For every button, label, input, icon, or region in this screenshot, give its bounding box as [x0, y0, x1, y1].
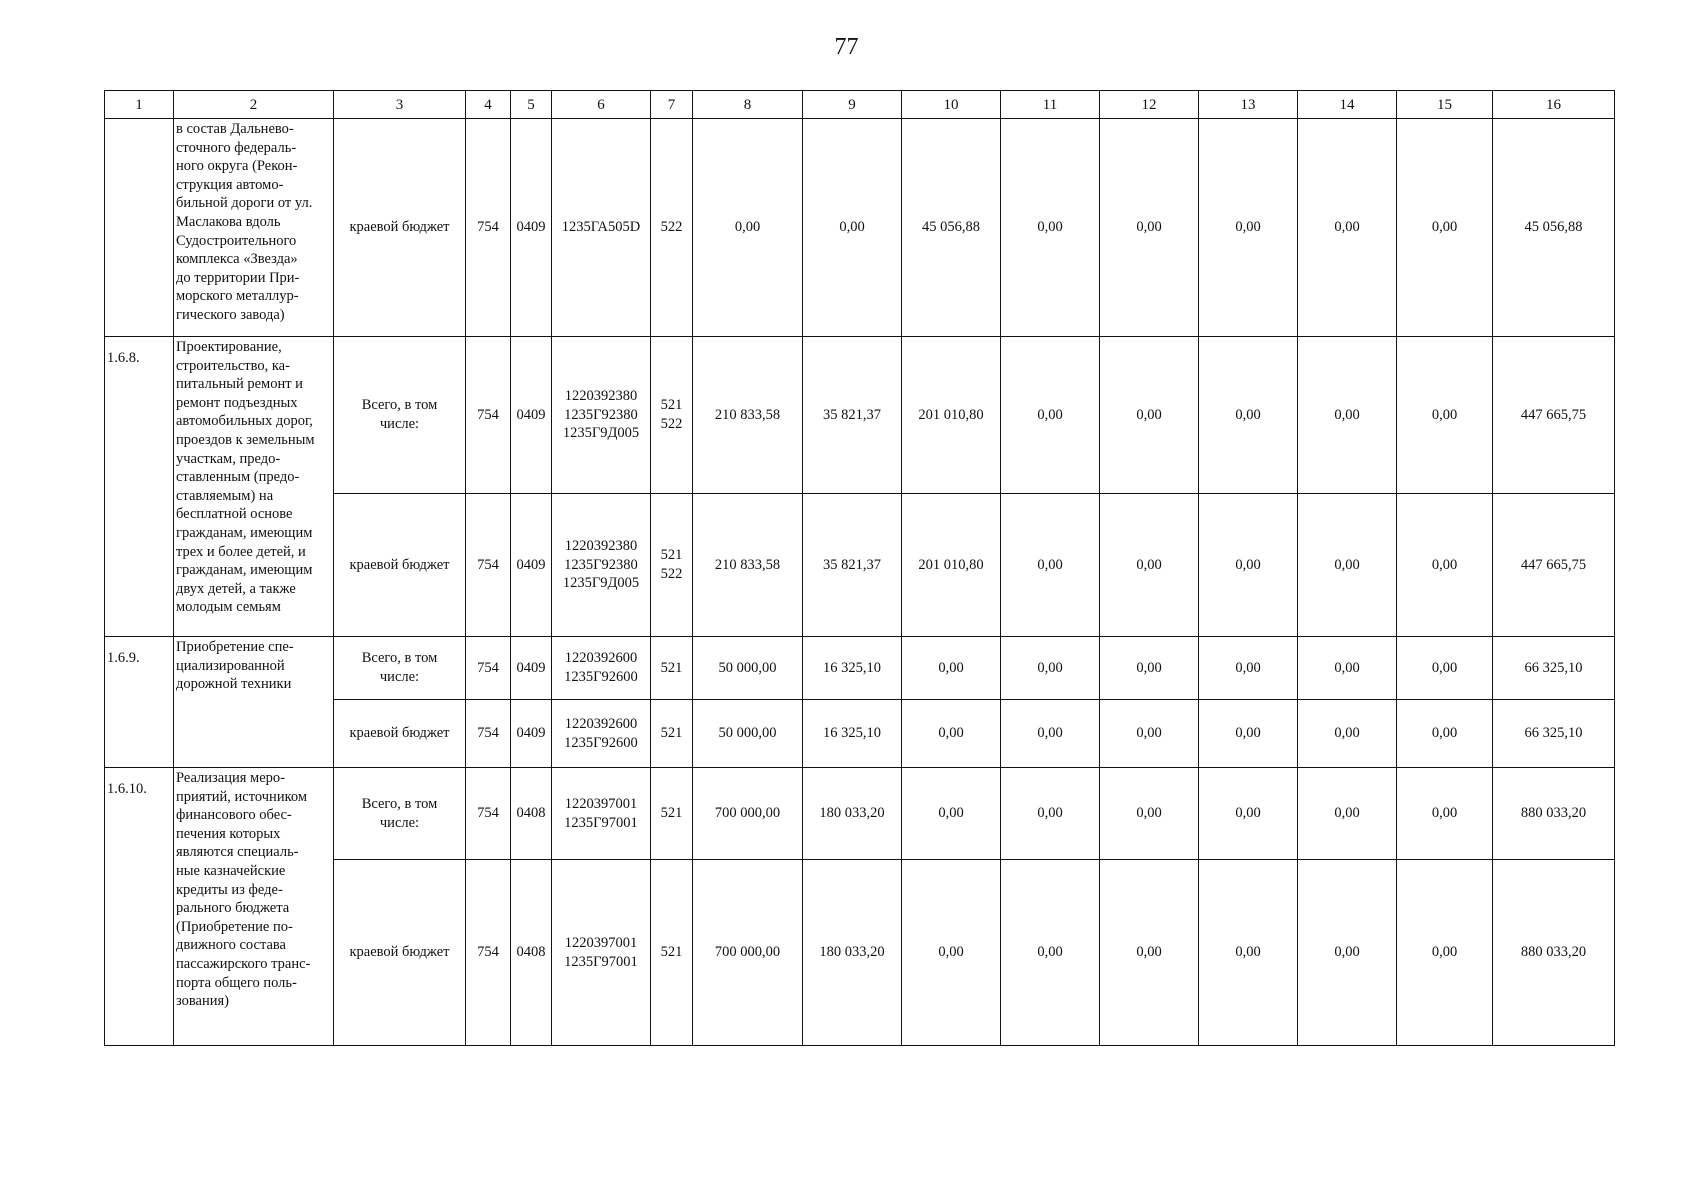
grbs-cell: 754	[466, 637, 511, 700]
value-cell: 0,00	[1100, 494, 1199, 637]
value-cell: 35 821,37	[803, 494, 902, 637]
budget-table	[104, 90, 1615, 1046]
value-cell: 201 010,80	[902, 337, 1001, 494]
header-cell: 16	[1493, 91, 1615, 119]
grbs-cell: 754	[466, 860, 511, 1046]
header-cell: 9	[803, 91, 902, 119]
section-cell: 0409	[511, 700, 552, 768]
value-cell: 0,00	[1298, 860, 1397, 1046]
value-cell: 210 833,58	[693, 494, 803, 637]
value-cell: 700 000,00	[693, 860, 803, 1046]
item-number-cell: 1.6.10.	[105, 768, 174, 1046]
value-cell: 0,00	[1199, 119, 1298, 337]
source-cell: краевой бюджет	[334, 494, 466, 637]
value-cell: 0,00	[902, 700, 1001, 768]
table-row	[105, 768, 1615, 860]
value-cell: 35 821,37	[803, 337, 902, 494]
target-article-cell: 1220397001 1235Г97001	[552, 860, 651, 1046]
value-cell: 0,00	[1001, 119, 1100, 337]
value-cell: 0,00	[902, 768, 1001, 860]
value-cell: 0,00	[1199, 860, 1298, 1046]
total-cell: 447 665,75	[1493, 494, 1615, 637]
value-cell: 0,00	[1001, 860, 1100, 1046]
value-cell: 0,00	[1001, 494, 1100, 637]
header-cell: 5	[511, 91, 552, 119]
expense-type-cell: 521	[651, 637, 693, 700]
header-cell: 4	[466, 91, 511, 119]
value-cell: 0,00	[1397, 337, 1493, 494]
value-cell: 0,00	[1001, 337, 1100, 494]
value-cell: 0,00	[1397, 860, 1493, 1046]
expense-type-cell: 521 522	[651, 337, 693, 494]
value-cell: 0,00	[803, 119, 902, 337]
header-cell: 12	[1100, 91, 1199, 119]
value-cell: 16 325,10	[803, 700, 902, 768]
value-cell: 180 033,20	[803, 768, 902, 860]
header-cell: 6	[552, 91, 651, 119]
item-number-cell	[105, 119, 174, 337]
item-name-cell: Приобретение спе- циализированной дорожной техники	[174, 637, 334, 768]
header-cell: 13	[1199, 91, 1298, 119]
value-cell: 0,00	[1298, 768, 1397, 860]
value-cell: 0,00	[1397, 700, 1493, 768]
value-cell: 0,00	[1298, 337, 1397, 494]
value-cell: 0,00	[902, 637, 1001, 700]
value-cell: 0,00	[1001, 700, 1100, 768]
grbs-cell: 754	[466, 337, 511, 494]
grbs-cell: 754	[466, 700, 511, 768]
value-cell: 0,00	[1100, 637, 1199, 700]
item-number-cell: 1.6.9.	[105, 637, 174, 768]
item-name-cell: в состав Дальнево- сточного федераль- ного округа (Рекон- струкция автомо- бильной дороги от ул. Маслакова вдоль Судостроительного комплекса «Звезда» до территории При- морского металлур- гического завода)	[174, 119, 334, 337]
value-cell: 45 056,88	[902, 119, 1001, 337]
value-cell: 0,00	[1100, 700, 1199, 768]
source-cell: краевой бюджет	[334, 860, 466, 1046]
section-cell: 0408	[511, 768, 552, 860]
table-row	[105, 337, 1615, 494]
value-cell: 0,00	[1298, 637, 1397, 700]
source-cell: краевой бюджет	[334, 700, 466, 768]
header-cell: 11	[1001, 91, 1100, 119]
grbs-cell: 754	[466, 768, 511, 860]
header-cell: 1	[105, 91, 174, 119]
value-cell: 700 000,00	[693, 768, 803, 860]
section-cell: 0409	[511, 119, 552, 337]
value-cell: 0,00	[902, 860, 1001, 1046]
header-cell: 7	[651, 91, 693, 119]
value-cell: 0,00	[1397, 119, 1493, 337]
expense-type-cell: 521 522	[651, 494, 693, 637]
header-cell: 2	[174, 91, 334, 119]
value-cell: 0,00	[1298, 700, 1397, 768]
value-cell: 0,00	[1199, 494, 1298, 637]
source-cell: Всего, в том числе:	[334, 637, 466, 700]
value-cell: 210 833,58	[693, 337, 803, 494]
total-cell: 66 325,10	[1493, 700, 1615, 768]
value-cell: 16 325,10	[803, 637, 902, 700]
value-cell: 0,00	[1298, 494, 1397, 637]
header-cell: 10	[902, 91, 1001, 119]
value-cell: 50 000,00	[693, 637, 803, 700]
header-cell: 14	[1298, 91, 1397, 119]
header-cell: 8	[693, 91, 803, 119]
value-cell: 0,00	[1199, 700, 1298, 768]
value-cell: 0,00	[1001, 768, 1100, 860]
value-cell: 0,00	[1199, 637, 1298, 700]
page-number: 77	[834, 34, 859, 60]
item-name-cell: Проектирование, строительство, ка- питальный ремонт и ремонт подъездных автомобильных дорог, проездов к земельным участкам, предо- ставленным (предо- ставляемым) на бесплатной основе гражданам, имеющим трех и более детей, и гражданам, имеющим двух детей, а также молодым семьям	[174, 337, 334, 637]
table-row	[105, 637, 1615, 700]
value-cell: 0,00	[1397, 494, 1493, 637]
target-article-cell: 1220397001 1235Г97001	[552, 768, 651, 860]
expense-type-cell: 521	[651, 768, 693, 860]
grbs-cell: 754	[466, 494, 511, 637]
header-cell: 15	[1397, 91, 1493, 119]
section-cell: 0409	[511, 637, 552, 700]
target-article-cell: 1220392380 1235Г92380 1235Г9Д005	[552, 494, 651, 637]
value-cell: 50 000,00	[693, 700, 803, 768]
value-cell: 0,00	[1001, 637, 1100, 700]
grbs-cell: 754	[466, 119, 511, 337]
section-cell: 0409	[511, 494, 552, 637]
expense-type-cell: 521	[651, 860, 693, 1046]
target-article-cell: 1220392600 1235Г92600	[552, 637, 651, 700]
source-cell: краевой бюджет	[334, 119, 466, 337]
value-cell: 0,00	[1397, 768, 1493, 860]
header-cell: 3	[334, 91, 466, 119]
expense-type-cell: 521	[651, 700, 693, 768]
value-cell: 0,00	[1298, 119, 1397, 337]
target-article-cell: 1235ГА505D	[552, 119, 651, 337]
value-cell: 0,00	[1397, 637, 1493, 700]
total-cell: 447 665,75	[1493, 337, 1615, 494]
value-cell: 0,00	[1100, 860, 1199, 1046]
value-cell: 0,00	[1199, 337, 1298, 494]
header-row	[105, 91, 1615, 119]
value-cell: 0,00	[1100, 337, 1199, 494]
source-cell: Всего, в том числе:	[334, 337, 466, 494]
table-row	[105, 119, 1615, 337]
target-article-cell: 1220392380 1235Г92380 1235Г9Д005	[552, 337, 651, 494]
value-cell: 180 033,20	[803, 860, 902, 1046]
value-cell: 201 010,80	[902, 494, 1001, 637]
value-cell: 0,00	[1199, 768, 1298, 860]
total-cell: 880 033,20	[1493, 768, 1615, 860]
section-cell: 0409	[511, 337, 552, 494]
item-number-cell: 1.6.8.	[105, 337, 174, 637]
value-cell: 0,00	[1100, 119, 1199, 337]
value-cell: 0,00	[1100, 768, 1199, 860]
section-cell: 0408	[511, 860, 552, 1046]
item-name-cell: Реализация меро- приятий, источником финансового обес- печения которых являются специаль- ные казначейские кредиты из феде- рального бюджета (Приобретение по- движного состава пассажирского транс- порта общего поль- зования)	[174, 768, 334, 1046]
total-cell: 45 056,88	[1493, 119, 1615, 337]
total-cell: 880 033,20	[1493, 860, 1615, 1046]
target-article-cell: 1220392600 1235Г92600	[552, 700, 651, 768]
expense-type-cell: 522	[651, 119, 693, 337]
value-cell: 0,00	[693, 119, 803, 337]
total-cell: 66 325,10	[1493, 637, 1615, 700]
source-cell: Всего, в том числе:	[334, 768, 466, 860]
